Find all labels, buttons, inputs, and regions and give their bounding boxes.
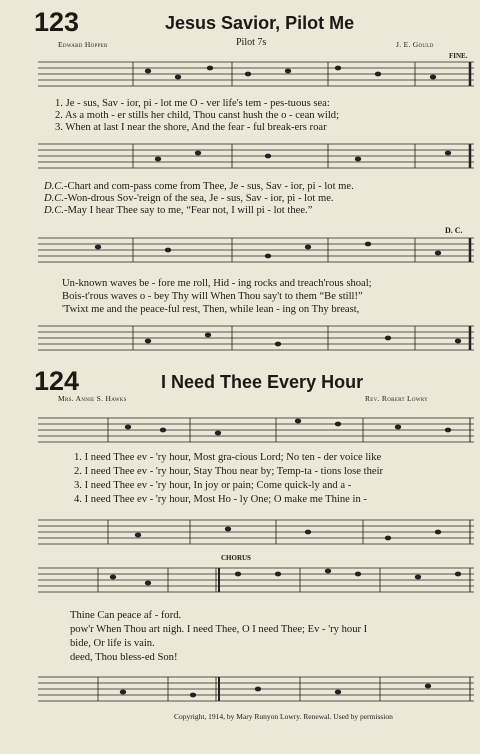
dc-text: -Chart and com-pass come from Thee, Je - sus, Sav - ior, pi - lot me. [64, 181, 354, 192]
verse-line: 2. I need Thee ev - 'ry hour, Stay Thou near by; Temp-ta - tions lose their [74, 466, 384, 477]
b-line: Bois-t'rous waves o - bey Thy will When Thou say't to them “Be still!” [62, 291, 363, 302]
music-staff [38, 234, 474, 272]
verse-line: 2. As a moth - er stills her child, Thou canst hush the o - cean wild; [55, 110, 340, 121]
chorus-label: CHORUS [221, 554, 251, 562]
music-staff [38, 318, 474, 358]
continuation-line: deed, Thou bless-ed Son! [70, 652, 178, 663]
dc-tag: D.C. [44, 205, 65, 216]
dc-line [44, 206, 312, 217]
dc-tag: D.C. [44, 181, 65, 192]
tune-name: Pilot 7s [236, 37, 267, 48]
fine-marker: FINE. [449, 52, 468, 60]
music-staff [38, 667, 474, 705]
music-staff [38, 510, 474, 550]
verse-line: 1. Je - sus, Sav - ior, pi - lot me O - ver life's tem - pes-tuous sea: [55, 98, 330, 109]
copyright-notice: Copyright, 1914, by Mary Runyon Lowry. Renewal. Used by permission [174, 712, 393, 721]
hymn-number: 124 [34, 366, 80, 396]
continuation-line: Thine Can peace af - ford. [70, 610, 182, 621]
continuation-line: pow'r When Thou art nigh. I need Thee, O I need Thee; Ev - 'ry hour I [70, 624, 368, 635]
dc-tag: D.C. [44, 193, 65, 204]
dc-line [44, 182, 354, 193]
music-staff [38, 58, 474, 94]
b-line: Un-known waves be - fore me roll, Hid - ing rocks and treach'rous shoal; [62, 278, 372, 289]
lyricist-credit: Mrs. Annie S. Hawks [58, 394, 127, 403]
continuation-line: bide, Or life is vain. [70, 638, 155, 649]
dc-line [44, 194, 334, 205]
verse-line: 3. When at last I near the shore, And the fear - ful break-ers roar [55, 122, 327, 133]
composer-credit: J. E. Gould [396, 40, 434, 49]
dc-text: -May I hear Thee say to me, “Fear not, I will pi - lot thee.” [64, 205, 313, 216]
hymn-number: 123 [34, 7, 80, 37]
dc-text: -Won-drous Sov-'reign of the sea, Je - sus, Sav - ior, pi - lot me. [64, 193, 334, 204]
composer-credit: Rev. Robert Lowry [365, 394, 429, 403]
verse-line: 4. I need Thee ev - 'ry hour, Most Ho - ly One; O make me Thine in - [74, 494, 367, 505]
hymn-title: Jesus Savior, Pilot Me [165, 13, 355, 33]
verse-line: 3. I need Thee ev - 'ry hour, In joy or pain; Come quick-ly and a - [74, 480, 352, 491]
music-staff [38, 562, 474, 600]
lyricist-credit: Edward Hopper [58, 40, 108, 49]
b-line: 'Twixt me and the peace-ful rest, Then, while lean - ing on Thy breast, [62, 304, 360, 315]
verse-line: 1. I need Thee ev - 'ry hour, Most gra-cious Lord; No ten - der voice like [74, 452, 382, 463]
hymn-title: I Need Thee Every Hour [161, 372, 364, 392]
music-staff [38, 138, 474, 174]
music-staff [38, 410, 474, 450]
dc-marker: D. C. [445, 226, 463, 235]
